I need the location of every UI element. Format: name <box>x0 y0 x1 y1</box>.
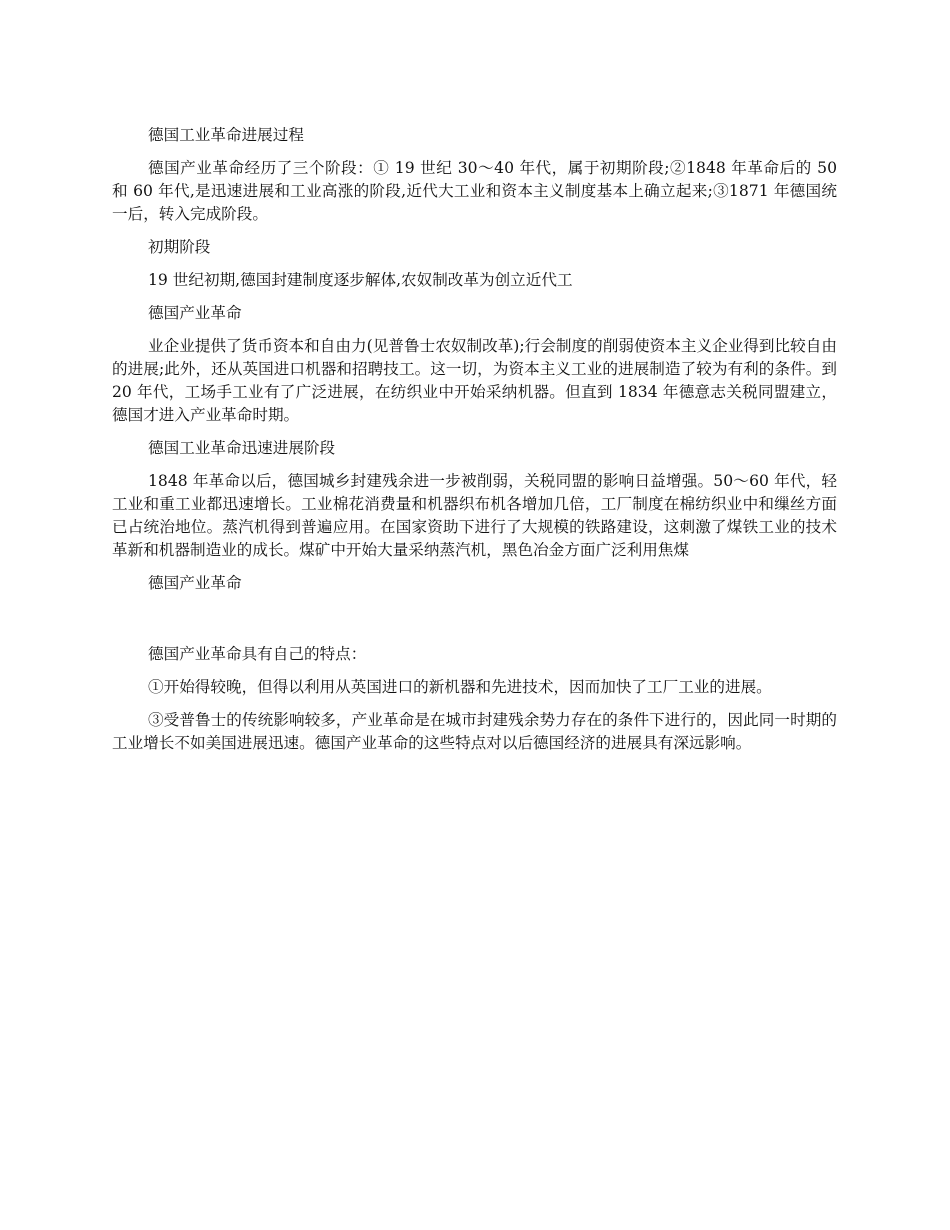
paragraph-initial-intro: 19 世纪初期,德国封建制度逐步解体,农奴制改革为创立近代工 <box>148 271 573 289</box>
section-heading-characteristics: 德国产业革命具有自己的特点： <box>148 645 367 663</box>
document-page <box>112 124 837 765</box>
section-heading-industrial-revolution-2: 德国产业革命 <box>148 574 242 592</box>
paragraph-rapid-development: 1848 年革命以后，德国城乡封建残余进一步被削弱，关税同盟的影响日益增强。50～60 年代，轻工业和重工业都迅速增长。工业棉花消费量和机器织布机各增加几倍，工厂制度在棉纺织业中和缫丝方面已占统治地位。蒸汽机得到普遍应用。在国家资助下进行了大规模的铁路建设，这刺激了煤铁工业的技术革新和机器制造业的成长。煤矿中开始大量采纳蒸汽机，黑色冶金方面广泛利用焦煤 <box>112 472 837 559</box>
section-heading-initial-stage: 初期阶段 <box>148 238 211 256</box>
section-heading-process: 德国工业革命进展过程 <box>148 126 304 144</box>
paragraph-initial-detail: 业企业提供了货币资本和自由力(见普鲁士农奴制改革);行会制度的削弱使资本主义企业得到比较自由的进展;此外，还从英国进口机器和招聘技工。这一切，为资本主义工业的进展制造了较为有利的条件。到 20 年代，工场手工业有了广泛进展，在纺织业中开始采纳机器。但直到 1834 年德意志关税同盟建立，德国才进入产业革命时期。 <box>112 337 837 424</box>
paragraph-characteristic-3: ③受普鲁士的传统影响较多，产业革命是在城市封建残余势力存在的条件下进行的，因此同一时期的工业增长不如美国进展迅速。德国产业革命的这些特点对以后德国经济的进展具有深远影响。 <box>112 711 837 752</box>
section-heading-rapid-development: 德国工业革命迅速进展阶段 <box>148 439 336 457</box>
paragraph-characteristic-1: ①开始得较晚，但得以利用从英国进口的新机器和先进技术，因而加快了工厂工业的进展。 <box>148 678 772 696</box>
blank-gap <box>112 605 837 643</box>
paragraph-three-stages: 德国产业革命经历了三个阶段：① 19 世纪 30～40 年代，属于初期阶段;②1848 年革命后的 50 和 60 年代,是迅速进展和工业高涨的阶段,近代大工业和资本主义制度基本上确立起来;③1871 年德国统一后，转入完成阶段。 <box>112 159 837 223</box>
section-heading-industrial-revolution-1: 德国产业革命 <box>148 304 242 322</box>
